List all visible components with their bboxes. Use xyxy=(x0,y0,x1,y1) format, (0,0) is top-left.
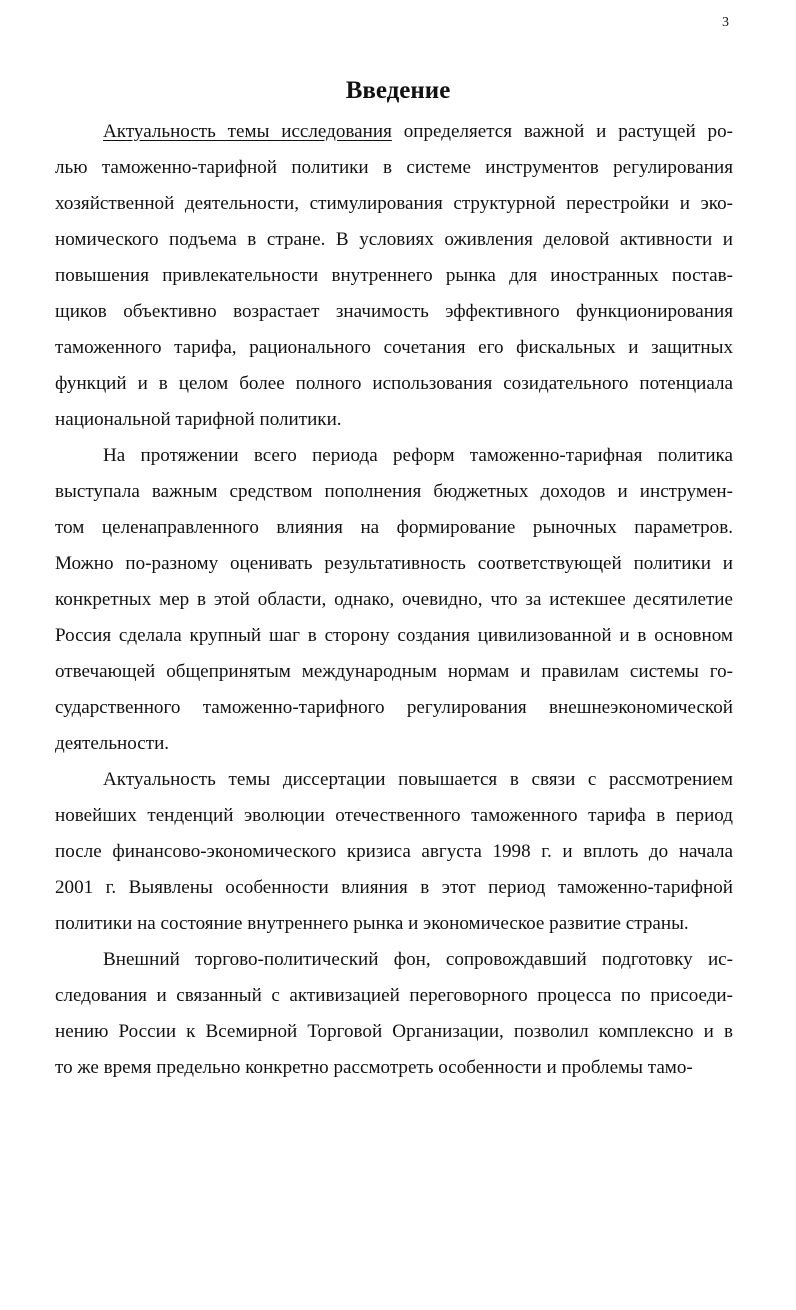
text-line: лью таможенно-тарифной политики в системе инструментов регулирования xyxy=(55,157,733,178)
text-line: функций и в целом более полного использования созидательного потенциала xyxy=(55,373,733,394)
paragraph xyxy=(55,438,733,762)
text-line: повышения привлекательности внутреннего рынка для иностранных постав- xyxy=(55,265,733,286)
text-line: деятельности. xyxy=(55,733,170,754)
text-line: щиков объективно возрастает значимость эффективного функционирования xyxy=(55,301,733,322)
text-line: новейших тенденций эволюции отечественного таможенного тарифа в период xyxy=(55,805,733,826)
text-line: выступала важным средством пополнения бюджетных доходов и инструмен- xyxy=(55,481,733,502)
text-line: 2001 г. Выявлены особенности влияния в этот период таможенно-тарифной xyxy=(55,877,733,898)
text-line: политики на состояние внутреннего рынка и экономическое развитие страны. xyxy=(55,913,689,934)
page-number: 3 xyxy=(722,15,729,30)
text-line: хозяйственной деятельности, стимулирования структурной перестройки и эко- xyxy=(55,193,733,214)
text-line: национальной тарифной политики. xyxy=(55,409,342,430)
paragraph xyxy=(55,114,733,438)
text-line: Актуальность темы диссертации повышается в связи с рассмотрением xyxy=(103,769,733,790)
text-line: после финансово-экономического кризиса августа 1998 г. и вплоть до начала xyxy=(55,841,733,862)
underlined-phrase: Актуальность темы исследования xyxy=(103,121,392,142)
text-line: следования и связанный с активизацией переговорного процесса по присоеди- xyxy=(55,985,733,1006)
text-line: Внешний торгово-политический фон, сопровождавший подготовку ис- xyxy=(103,949,733,970)
text-line: сударственного таможенно-тарифного регулирования внешнеэкономической xyxy=(55,697,733,718)
text-line: таможенного тарифа, рационального сочетания его фискальных и защитных xyxy=(55,337,733,358)
text-line: том целенаправленного влияния на формирование рыночных параметров. xyxy=(55,517,733,538)
page-title: Введение xyxy=(345,77,451,104)
text-line: Можно по-разному оценивать результативность соответствующей политики и xyxy=(55,553,733,574)
text-line: отвечающей общепринятым международным нормам и правилам системы го- xyxy=(55,661,733,682)
paragraph xyxy=(55,942,733,1086)
line-text: определяется важной и растущей ро- xyxy=(391,121,734,142)
text-line: конкретных мер в этой области, однако, очевидно, что за истекшее десятилетие xyxy=(55,589,733,610)
text-line: то же время предельно конкретно рассмотреть особенности и проблемы тамо- xyxy=(55,1057,693,1078)
paragraph xyxy=(55,762,733,942)
text-line: номического подъема в стране. В условиях оживления деловой активности и xyxy=(55,229,733,250)
text-line: Россия сделала крупный шаг в сторону создания цивилизованной и в основном xyxy=(55,625,733,646)
document-body xyxy=(55,114,733,1086)
text-line: нению России к Всемирной Торговой Организации, позволил комплексно и в xyxy=(55,1021,733,1042)
text-line: На протяжении всего периода реформ таможенно-тарифная политика xyxy=(103,445,733,466)
text-line xyxy=(55,114,733,150)
